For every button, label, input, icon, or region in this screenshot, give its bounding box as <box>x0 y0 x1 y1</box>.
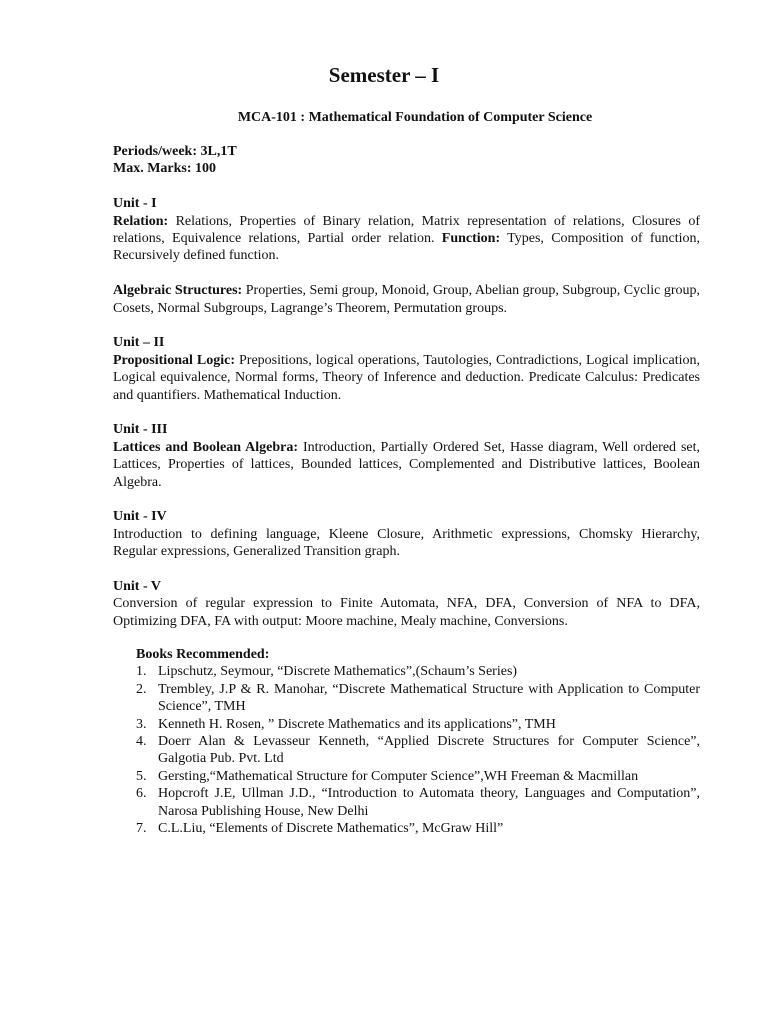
book-reference: Kenneth H. Rosen, ” Discrete Mathematics and its applications”, TMH <box>158 716 556 732</box>
unit-paragraph <box>113 352 700 404</box>
unit-3-section <box>113 421 700 491</box>
book-number: 3. <box>136 716 147 732</box>
page-title: Semester – I <box>328 63 440 87</box>
book-item <box>113 820 700 837</box>
book-item <box>113 733 700 768</box>
topic-label: Propositional Logic: <box>113 352 235 368</box>
book-list <box>113 663 700 837</box>
book-reference: Trembley, J.P & R. Manohar, “Discrete Mathematical Structure with Application to Computer Science”, TMH <box>158 681 700 715</box>
books-recommended-section <box>113 646 700 837</box>
book-number: 5. <box>136 768 147 784</box>
book-reference: Doerr Alan & Levasseur Kenneth, “Applied Discrete Structures for Computer Science”, Galgotia Pub. Pvt. Ltd <box>158 734 700 767</box>
book-item <box>113 681 700 716</box>
unit-4-section <box>113 508 700 560</box>
book-reference: C.L.Liu, “Elements of Discrete Mathematics”, McGraw Hill” <box>158 821 504 837</box>
max-marks: Max. Marks: 100 <box>113 161 217 177</box>
topic-label: Relation: <box>113 213 169 229</box>
book-item <box>113 663 700 680</box>
topic-label: Lattices and Boolean Algebra: <box>113 439 299 455</box>
course-title: MCA-101 : Mathematical Foundation of Computer Science <box>237 110 593 125</box>
unit-paragraph <box>113 213 700 265</box>
unit-heading: Unit – II <box>113 335 165 351</box>
book-number: 2. <box>136 681 147 697</box>
unit-5-section <box>113 578 700 630</box>
periods-per-week: Periods/week: 3L,1T <box>113 144 237 159</box>
unit-paragraph <box>113 282 700 317</box>
book-item <box>113 768 700 785</box>
unit-1-algebra-section <box>113 282 700 317</box>
book-item <box>113 716 700 733</box>
unit-heading: Unit - IV <box>113 509 167 525</box>
topic-text: Types, Composition of function, Recursively defined function. <box>113 231 700 264</box>
book-reference: Gersting,“Mathematical Structure for Computer Science”,WH Freeman & Macmillan <box>158 768 639 784</box>
unit-paragraph <box>113 439 700 491</box>
book-number: 7. <box>136 821 147 837</box>
book-number: 4. <box>136 734 147 750</box>
book-reference: Hopcroft J.E, Ullman J.D., “Introduction to Automata theory, Languages and Computation”, Narosa Publishing House, New Delhi <box>158 786 700 819</box>
unit-heading: Unit - III <box>113 422 168 438</box>
unit-1-section <box>113 195 700 265</box>
topic-text: Relations, Properties of Binary relation, Matrix representation of relations, Closures of relations, Equivalence relations, Partial order relation. <box>113 213 700 247</box>
book-reference: Lipschutz, Seymour, “Discrete Mathematics”,(Schaum’s Series) <box>158 664 518 680</box>
unit-2-section <box>113 334 700 404</box>
syllabus-content <box>113 143 700 630</box>
topic-label: Algebraic Structures: <box>113 283 243 299</box>
books-heading: Books Recommended: <box>136 647 270 662</box>
topic-text: Properties, Semi group, Monoid, Group, Abelian group, Subgroup, Cyclic group, Cosets, Normal Subgroups, Lagrange’s Theorem, Permutation groups. <box>113 283 700 316</box>
unit-paragraph: Introduction to defining language, Kleene Closure, Arithmetic expressions, Chomsky Hierarchy, Regular expressions, Generalized Transition graph. <box>113 526 700 560</box>
unit-heading: Unit - I <box>113 196 157 212</box>
topic-text: Prepositions, logical operations, Tautologies, Contradictions, Logical implication, Logical equivalence, Normal forms, Theory of Inference and deduction. Predicate Calculus: Predicates and quantifiers. Mathematical Induction. <box>113 352 701 403</box>
book-number: 1. <box>136 664 147 680</box>
book-number: 6. <box>136 786 147 802</box>
book-item <box>113 785 700 820</box>
unit-paragraph: Conversion of regular expression to Finite Automata, NFA, DFA, Conversion of NFA to DFA, Optimizing DFA, FA with output: Moore machine, Mealy machine, Conversions. <box>113 596 700 629</box>
topic-label: Function: <box>441 231 501 247</box>
topic-text: Introduction, Partially Ordered Set, Hasse diagram, Well ordered set, Lattices, Properties of lattices, Bounded lattices, Complemented and Distributive lattices, Boolean Algebra. <box>113 439 700 490</box>
unit-heading: Unit - V <box>113 579 161 595</box>
